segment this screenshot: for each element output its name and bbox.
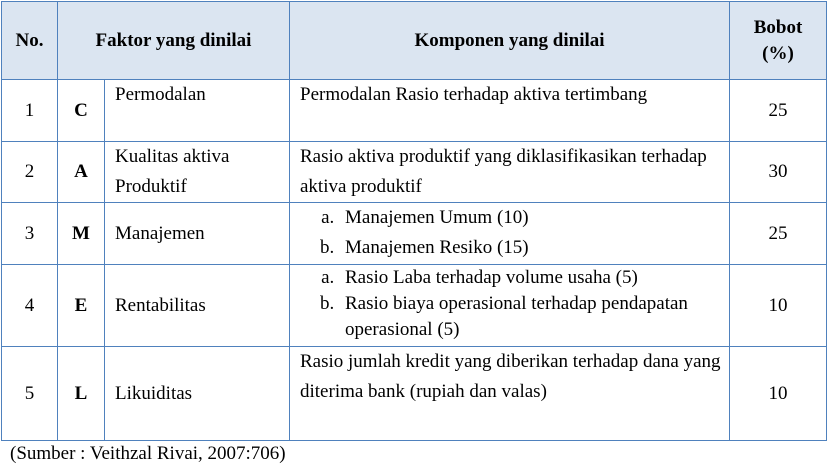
- header-komponen: Komponen yang dinilai: [290, 2, 730, 80]
- komponen-list: [300, 203, 729, 263]
- row-faktor: Rentabilitas: [105, 265, 290, 347]
- row-komponen: Rasio jumlah kredit yang diberikan terhadap dana yang diterima bank (rupiah dan valas): [290, 347, 730, 441]
- list-item: a. Manajemen Umum (10): [339, 203, 729, 233]
- row-bobot: 30: [730, 142, 827, 203]
- komponen-list: [300, 265, 729, 343]
- list-item: b. Rasio biaya operasional terhadap pendapatan operasional (5): [339, 291, 729, 343]
- row-komponen: [290, 265, 730, 347]
- row-number: 1: [2, 80, 58, 142]
- header-bobot-label: Bobot: [753, 16, 803, 38]
- row-faktor: Kualitas aktiva Produktif: [105, 142, 290, 203]
- assessment-factor-table: [1, 1, 827, 441]
- header-bobot: [730, 2, 827, 80]
- table-row: [2, 347, 827, 441]
- table-header-row: [2, 2, 827, 80]
- row-faktor: Manajemen: [105, 203, 290, 265]
- row-letter: E: [58, 265, 105, 347]
- row-number: 4: [2, 265, 58, 347]
- row-letter: M: [58, 203, 105, 265]
- table-row: [2, 203, 827, 265]
- row-komponen: [290, 203, 730, 265]
- row-komponen: Permodalan Rasio terhadap aktiva tertimbang: [290, 80, 730, 142]
- header-bobot-unit: (%): [762, 42, 794, 64]
- row-komponen: Rasio aktiva produktif yang diklasifikasikan terhadap aktiva produktif: [290, 142, 730, 203]
- row-bobot: 10: [730, 265, 827, 347]
- row-number: 2: [2, 142, 58, 203]
- table-row: [2, 80, 827, 142]
- row-bobot: 25: [730, 203, 827, 265]
- row-bobot: 10: [730, 347, 827, 441]
- row-letter: A: [58, 142, 105, 203]
- header-no: No.: [2, 2, 58, 80]
- list-item: b. Manajemen Resiko (15): [339, 233, 729, 263]
- row-letter: C: [58, 80, 105, 142]
- header-faktor: Faktor yang dinilai: [58, 2, 290, 80]
- source-caption: (Sumber : Veithzal Rivai, 2007:706): [10, 443, 286, 464]
- row-faktor: Permodalan: [105, 80, 290, 142]
- table-row: [2, 142, 827, 203]
- row-letter: L: [58, 347, 105, 441]
- row-number: 5: [2, 347, 58, 441]
- table-row: [2, 265, 827, 347]
- row-faktor: Likuiditas: [105, 347, 290, 441]
- row-number: 3: [2, 203, 58, 265]
- row-bobot: 25: [730, 80, 827, 142]
- list-item: a. Rasio Laba terhadap volume usaha (5): [339, 265, 729, 291]
